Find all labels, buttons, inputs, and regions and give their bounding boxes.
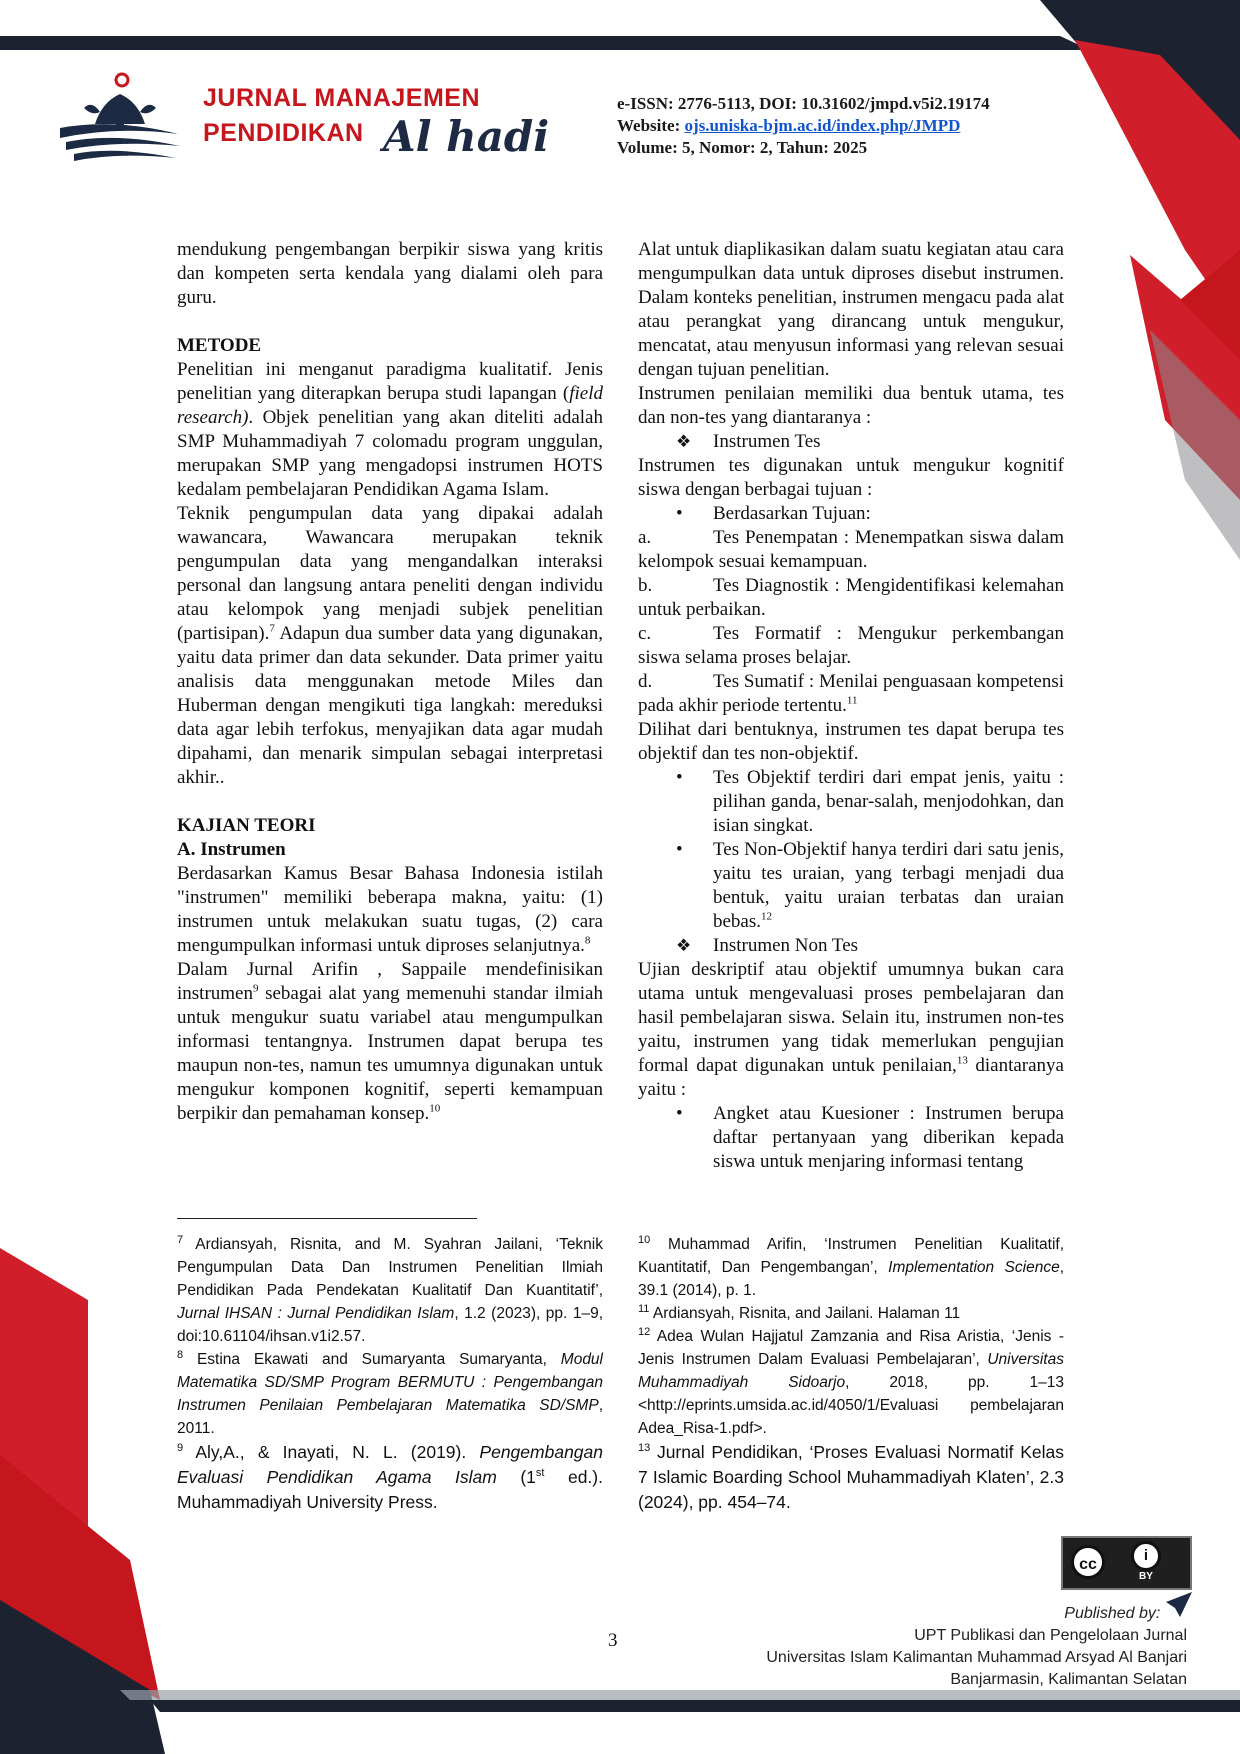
bullet-dot-icon: • <box>676 767 683 788</box>
diamond-item-instrumen-non-tes: ❖ Instrumen Non Tes <box>676 935 859 956</box>
license-by-label: BY <box>1139 1571 1153 1582</box>
bullet-dot-icon: • <box>676 839 683 860</box>
journal-title-line2: PENDIDIKAN <box>203 119 364 147</box>
diamond-bullet-icon: ❖ <box>676 432 692 451</box>
list-item-b: b. Tes Diagnostik : Mengidentifikasi kelemahan untuk perbaikan. <box>638 575 1064 620</box>
footnote-7: $^7$ Ardiansyah, Risnita, and M. Syahran Jailani, ‘Teknik Pengumpulan Data Dan Instrumen Penelitian Ilmiah Pendidikan Pada Pendekatan Kualitatif Dan Kuantitatif’, Jurnal IHSAN : Jurnal Pendidikan Islam, 1.2 (2023), pp. 1–9, doi:10.61104/ihsan.v1i2.57. <box>177 1233 603 1345</box>
list-item-c: c. Tes Formatif : Mengukur perkembangan siswa selama proses belajar. <box>638 623 1064 668</box>
bullet-tes-objektif: • Tes Objektif terdiri dari empat jenis, yaitu : pilihan ganda, benar-salah, menjodohkan, dan isian singkat. <box>676 767 1064 836</box>
top-dark-band <box>0 36 1090 50</box>
bullet-berdasarkan-tujuan: • Berdasarkan Tujuan: <box>676 503 871 524</box>
page-number: 3 <box>608 1630 618 1651</box>
footnote-11: $^{11}$ Ardiansyah, Risnita, and Jailani. Halaman 11 <box>638 1302 961 1322</box>
list-item-d: d. Tes Sumatif : Menilai penguasaan kompetensi pada akhir periode tertentu.$^{11}$ <box>638 671 1064 716</box>
publisher-line-3: Banjarmasin, Kalimantan Selatan <box>950 1671 1187 1688</box>
volume-info: Volume: 5, Nomor: 2, Tahun: 2025 <box>617 138 868 157</box>
published-by-label: Published by: <box>1064 1605 1161 1622</box>
metode-heading: METODE <box>177 335 262 356</box>
diamond-bullet-icon: ❖ <box>676 936 692 955</box>
website-line <box>617 115 990 137</box>
diamond-item-instrumen-tes: ❖ Instrumen Tes <box>676 431 821 452</box>
creative-commons-icon: cc <box>1071 1545 1105 1579</box>
bullet-angket: • Angket atau Kuesioner : Instrumen berupa daftar pertanyaan yang diberikan kepada siswa untuk menjaring informasi tentang <box>676 1103 1064 1172</box>
footnote-13: $^{13}$ Jurnal Pendidikan, ‘Proses Evaluasi Normatif Kelas 7 Islamic Boarding School Muhammadiyah Klaten’, 2.3 (2024), pp. 454–74. <box>638 1442 1064 1512</box>
metode-paragraph-1: Penelitian ini menganut paradigma kualitatif. Jenis penelitian yang diterapkan berupa studi lapangan (field research). Objek penelitian yang akan diteliti adalah SMP Muhammadiyah 7 colomadu program unggulan, merupakan SMP yang mengadopsi instrumen HOTS kedalam pembelajaran Pendidikan Agama Islam. <box>177 359 603 500</box>
list-item-a: a. Tes Penempatan : Menempatkan siswa dalam kelompok sesuai kemampuan. <box>638 527 1064 572</box>
footnote-10: $^{10}$ Muhammad Arifin, ‘Instrumen Penelitian Kualitatif, Kuantitatif, Dan Pengembangan’, Implementation Science, 39.1 (2014), p. 1. <box>638 1233 1065 1299</box>
footnote-9: $^9$ Aly,A., & Inayati, N. L. (2019). Pengembangan Evaluasi Pendidikan Agama Islam (1st ed.). Muhammadiyah University Press. <box>177 1442 603 1512</box>
non-tes-paragraph: Ujian deskriptif atau objektif umumnya bukan cara utama untuk mengevaluasi proses pembelajaran dan hasil pembelajaran siswa. Selain itu, instrumen non-tes yaitu, instrumen yang tidak memerlukan pengujian formal dapat digunakan untuk penilaian,$^{13}$ diantaranya yaitu : <box>638 959 1064 1100</box>
metode-paragraph-2: Teknik pengumpulan data yang dipakai adalah wawancara, Wawancara merupakan teknik pengumpulan data yang mengandalkan interaksi personal dan langsung antara peneliti dengan individu atau kelompok yang menjadi subjek penelitian (partisipan).$^7$ Adapun dua sumber data yang digunakan, yaitu data primer dan data sekunder. Data primer yaitu analisis data menggunakan metode Miles dan Huberman dengan mengikuti tiga langkah: mereduksi data agar lebih terfokus, menyajikan data agar mudah dipahami, dan menarik simpulan sebagai interpretasi akhir.. <box>177 503 603 788</box>
left-column <box>177 238 603 1126</box>
instrumen-definition-paragraph: Alat untuk diaplikasikan dalam suatu kegiatan atau cara mengumpulkan data untuk diproses disebut instrumen. Dalam konteks penelitian, instrumen mengacu pada alat atau perangkat yang dirancang untuk mengukur, mencatat, atau menyusun informasi yang relevan sesuai dengan tujuan penelitian. <box>638 239 1064 380</box>
attribution-person-icon: i <box>1131 1541 1161 1571</box>
journal-logo-emblem <box>60 74 180 161</box>
bullet-tes-non-objektif: • Tes Non-Objektif hanya terdiri dari satu jenis, yaitu tes uraian, yang terbagi menjadi dua bentuk, yaitu uraian terbatas dan uraian bebas.$^{12}$ <box>676 839 1064 932</box>
kajian-teori-heading: KAJIAN TEORI <box>177 815 316 836</box>
bottom-dark-band <box>150 1700 1240 1712</box>
issn-doi: e-ISSN: 2776-5113, DOI: 10.31602/jmpd.v5i2.19174 <box>617 94 990 113</box>
journal-title-line1: JURNAL MANAJEMEN <box>203 84 481 112</box>
footnote-separator <box>177 1218 477 1219</box>
journal-info <box>617 93 990 159</box>
website-link[interactable]: ojs.uniska-bjm.ac.id/index.php/JMPD <box>684 116 961 135</box>
bentuk-tes-paragraph: Dilihat dari bentuknya, instrumen tes dapat berupa tes objektif dan tes non-objektif. <box>638 719 1064 764</box>
bullet-dot-icon: • <box>676 503 683 524</box>
footnotes-left <box>177 1233 603 1515</box>
instrumen-subheading: A. Instrumen <box>177 839 286 860</box>
instrumen-tes-paragraph: Instrumen tes digunakan untuk mengukur kognitif siswa dengan berbagai tujuan : <box>638 455 1064 500</box>
website-label: Website: <box>617 116 685 135</box>
journal-title-script: Al hadi <box>383 112 550 161</box>
publisher-line-1: UPT Publikasi dan Pengelolaan Jurnal <box>914 1627 1187 1644</box>
right-column <box>638 238 1064 1174</box>
kajian-paragraph-1: Berdasarkan Kamus Besar Bahasa Indonesia istilah "instrumen" memiliki beberapa makna, yaitu: (1) instrumen untuk melakukan suatu tugas, (2) cara mengumpulkan informasi untuk diproses selanjutnya.$^8$ <box>177 863 603 956</box>
intro-paragraph: mendukung pengembangan berpikir siswa yang kritis dan kompeten serta kendala yang dialami oleh para guru. <box>177 239 603 308</box>
cc-by-license-badge[interactable] <box>1061 1536 1192 1590</box>
bullet-dot-icon: • <box>676 1103 683 1124</box>
publisher-line-2: Universitas Islam Kalimantan Muhammad Arsyad Al Banjari <box>766 1649 1187 1666</box>
publisher-info <box>760 1603 1187 1691</box>
kajian-paragraph-2: Dalam Jurnal Arifin , Sappaile mendefinisikan instrumen$^9$ sebagai alat yang memenuhi standar ilmiah untuk mengukur suatu variabel atau mengumpulkan informasi tentangnya. Instrumen dapat berupa tes maupun non-tes, namun tes umumnya digunakan untuk mengukur komponen kognitif, seperti kemampuan berpikir dan pemahaman konsep.$^{10}$ <box>177 959 603 1124</box>
footnote-8: $^8$ Estina Ekawati and Sumaryanta Sumaryanta, Modul Matematika SD/SMP Program BERMUTU : Pengembangan Instrumen Penilaian Pembelajaran Matematika SD/SMP, 2011. <box>177 1348 603 1437</box>
bottom-grey-band <box>120 1690 1240 1700</box>
footnote-12: $^{12}$ Adea Wulan Hajjatul Zamzania and Risa Aristia, ‘Jenis - Jenis Instrumen Dalam Evaluasi Pembelajaran’, Universitas Muhammadiyah Sidoarjo, 2018, pp. 1–13 <http://eprints.umsida.ac.id/4050/1/Evaluasi pembelajaran Adea_Risa-1.pdf>. <box>638 1325 1064 1437</box>
instrumen-forms-paragraph: Instrumen penilaian memiliki dua bentuk utama, tes dan non-tes yang diantaranya : <box>638 383 1064 428</box>
footnotes-right <box>638 1233 1064 1515</box>
